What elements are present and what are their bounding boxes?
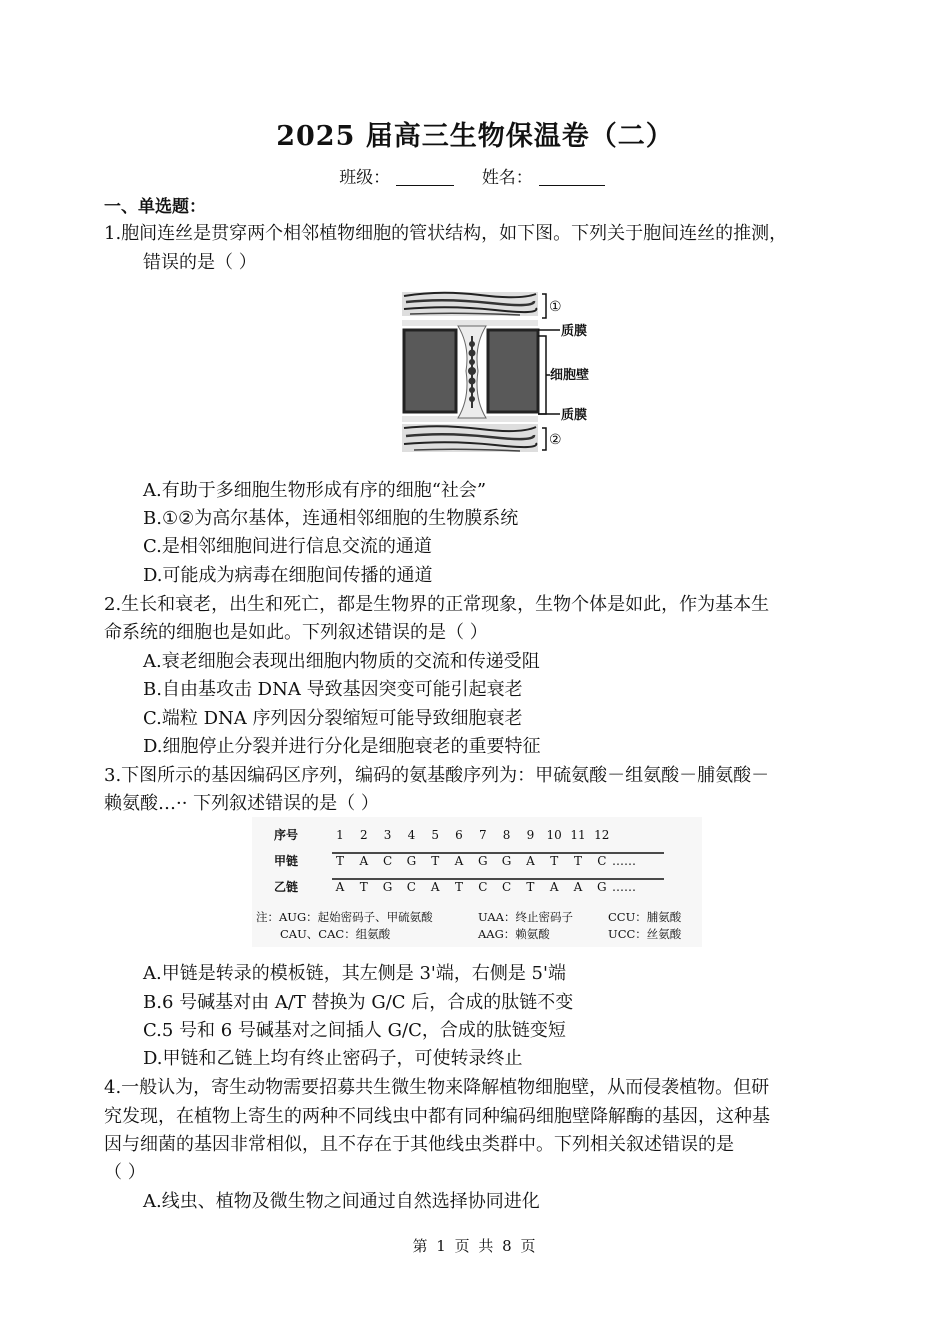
label-membrane-top: 质膜 bbox=[561, 324, 588, 339]
note-uaa: UAA：终止密码子 bbox=[478, 910, 573, 924]
section-heading: 一、单选题： bbox=[104, 197, 206, 217]
chain-b-base: A bbox=[573, 880, 583, 894]
q4-stem-line1: 4.一般认为，寄生动物需要招募共生微生物来降解植物细胞壁，从而侵袭植物。但研 bbox=[104, 1077, 770, 1098]
q3-option-a[interactable]: A.甲链是转录的模板链，其左侧是 3'端，右侧是 5'端 bbox=[143, 963, 566, 984]
seq-number: 3 bbox=[383, 828, 392, 842]
chain-a-base: C bbox=[597, 854, 607, 868]
chain-b-ellipsis: …… bbox=[612, 880, 636, 894]
q4-stem-line2: 究发现，在植物上寄生的两种不同线虫中都有同种编码细胞壁降解酶的基因，这种基 bbox=[104, 1106, 770, 1127]
chain-a-base: A bbox=[454, 854, 464, 868]
name-blank[interactable] bbox=[539, 169, 605, 186]
chain-b-base: C bbox=[406, 880, 416, 894]
q1-option-b[interactable]: B.①②为高尔基体，连通相邻细胞的生物膜系统 bbox=[143, 508, 519, 529]
page-footer: 第 1 页 共 8 页 bbox=[412, 1237, 538, 1255]
chain-b-base: T bbox=[526, 880, 535, 894]
q3-stem-line2: 赖氨酸…·· 下列叙述错误的是（ ） bbox=[104, 793, 379, 814]
note-cau-cac: CAU、CAC：组氨酸 bbox=[280, 927, 391, 941]
chain-a-base: T bbox=[550, 854, 559, 868]
note-ucc: UCC：丝氨酸 bbox=[608, 927, 682, 941]
q3-option-c[interactable]: C.5 号和 6 号碱基对之间插人 G/C，合成的肽链变短 bbox=[143, 1020, 566, 1041]
chain-b-base: C bbox=[478, 880, 488, 894]
class-blank[interactable] bbox=[396, 169, 454, 186]
q1-option-c[interactable]: C.是相邻细胞间进行信息交流的通道 bbox=[143, 536, 432, 557]
q1-option-a[interactable]: A.有助于多细胞生物形成有序的细胞“社会” bbox=[143, 480, 487, 501]
golgi-bottom bbox=[402, 424, 538, 452]
chain-b-base: A bbox=[549, 880, 559, 894]
seq-number: 11 bbox=[570, 828, 586, 842]
note-aag: AAG：赖氨酸 bbox=[478, 927, 550, 941]
chain-a-base: T bbox=[573, 854, 583, 868]
chain-a-base: G bbox=[478, 854, 488, 868]
seq-row-label: 序号 bbox=[274, 828, 299, 842]
gene-sequence-figure bbox=[252, 817, 702, 947]
seq-number: 5 bbox=[431, 828, 440, 842]
label-1: ① bbox=[549, 299, 562, 315]
class-label: 班级： bbox=[339, 168, 391, 188]
q2-option-c[interactable]: C.端粒 DNA 序列因分裂缩短可能导致细胞衰老 bbox=[143, 708, 523, 729]
q2-stem-line2: 命系统的细胞也是如此。下列叙述错误的是（ ） bbox=[104, 622, 488, 643]
chain-b-base: A bbox=[430, 880, 440, 894]
cell-wall-right bbox=[488, 330, 538, 412]
label-2: ② bbox=[549, 432, 562, 448]
q2-stem-line1: 2.生长和衰老，出生和死亡，都是生物界的正常现象，生物个体是如此，作为基本生 bbox=[104, 594, 770, 615]
page-title: 2025 届高三生物保温卷（二） bbox=[276, 121, 674, 152]
q2-option-d[interactable]: D.细胞停止分裂并进行分化是细胞衰老的重要特征 bbox=[143, 736, 541, 757]
chain-a-ellipsis: …… bbox=[612, 854, 636, 868]
chain-b-base: G bbox=[382, 880, 393, 894]
q1-option-d[interactable]: D.可能成为病毒在细胞间传播的通道 bbox=[143, 565, 433, 586]
seq-number: 6 bbox=[455, 828, 463, 842]
student-info bbox=[0, 163, 950, 188]
seq-number: 12 bbox=[594, 828, 610, 842]
q1-stem-line1: 1.胞间连丝是贯穿两个相邻植物细胞的管状结构，如下图。下列关于胞间连丝的推测， bbox=[104, 223, 788, 244]
golgi-top bbox=[402, 292, 538, 316]
q1-stem-line2: 错误的是（ ） bbox=[143, 252, 257, 273]
cell-wall-left bbox=[404, 330, 456, 412]
label-cell-wall: 细胞壁 bbox=[550, 368, 590, 383]
q3-option-d[interactable]: D.甲链和乙链上均有终止密码子，可使转录终止 bbox=[143, 1048, 523, 1069]
note-ccu: CCU：脯氨酸 bbox=[608, 910, 682, 924]
chain-b-base: C bbox=[502, 880, 512, 894]
q4-option-a[interactable]: A.线虫、植物及微生物之间通过自然选择协同进化 bbox=[143, 1191, 540, 1212]
chain-b-label: 乙链 bbox=[274, 880, 299, 894]
note-aug: 注：AUG：起始密码子、甲硫氨酸 bbox=[256, 910, 433, 924]
chain-a-base: C bbox=[383, 854, 393, 868]
chain-a-base: G bbox=[406, 854, 417, 868]
chain-a-base: A bbox=[359, 854, 369, 868]
q3-option-b[interactable]: B.6 号碱基对由 A/T 替换为 G/C 后，合成的肽链不变 bbox=[143, 992, 574, 1013]
chain-a-base: G bbox=[501, 854, 512, 868]
seq-number: 2 bbox=[359, 828, 368, 842]
q2-option-a[interactable]: A.衰老细胞会表现出细胞内物质的交流和传递受阻 bbox=[143, 651, 540, 672]
name-label: 姓名： bbox=[481, 168, 533, 188]
chain-a-base: T bbox=[431, 854, 440, 868]
label-membrane-bottom: 质膜 bbox=[561, 408, 588, 423]
q4-stem-line4: （ ） bbox=[104, 1162, 146, 1183]
chain-a-base: T bbox=[335, 854, 345, 868]
plasmodesmata-figure bbox=[400, 286, 600, 462]
q3-stem-line1: 3.下图所示的基因编码区序列，编码的氨基酸序列为：甲硫氨酸－组氨酸－脯氨酸－ bbox=[104, 765, 770, 786]
q4-stem-line3: 因与细菌的基因非常相似，且不存在于其他线虫类群中。下列相关叙述错误的是 bbox=[104, 1134, 734, 1155]
seq-number: 4 bbox=[407, 828, 416, 842]
seq-number: 9 bbox=[526, 828, 535, 842]
chain-b-base: T bbox=[359, 880, 368, 894]
chain-b-base: T bbox=[454, 880, 464, 894]
seq-number: 10 bbox=[546, 828, 562, 842]
chain-b-base: G bbox=[597, 880, 607, 894]
seq-number: 1 bbox=[336, 828, 344, 842]
seq-number: 8 bbox=[502, 828, 511, 842]
seq-number: 7 bbox=[478, 828, 487, 842]
chain-a-base: A bbox=[526, 854, 535, 868]
chain-a-label: 甲链 bbox=[274, 854, 299, 868]
chain-b-base: A bbox=[335, 880, 345, 894]
q2-option-b[interactable]: B.自由基攻击 DNA 导致基因突变可能引起衰老 bbox=[143, 679, 523, 700]
